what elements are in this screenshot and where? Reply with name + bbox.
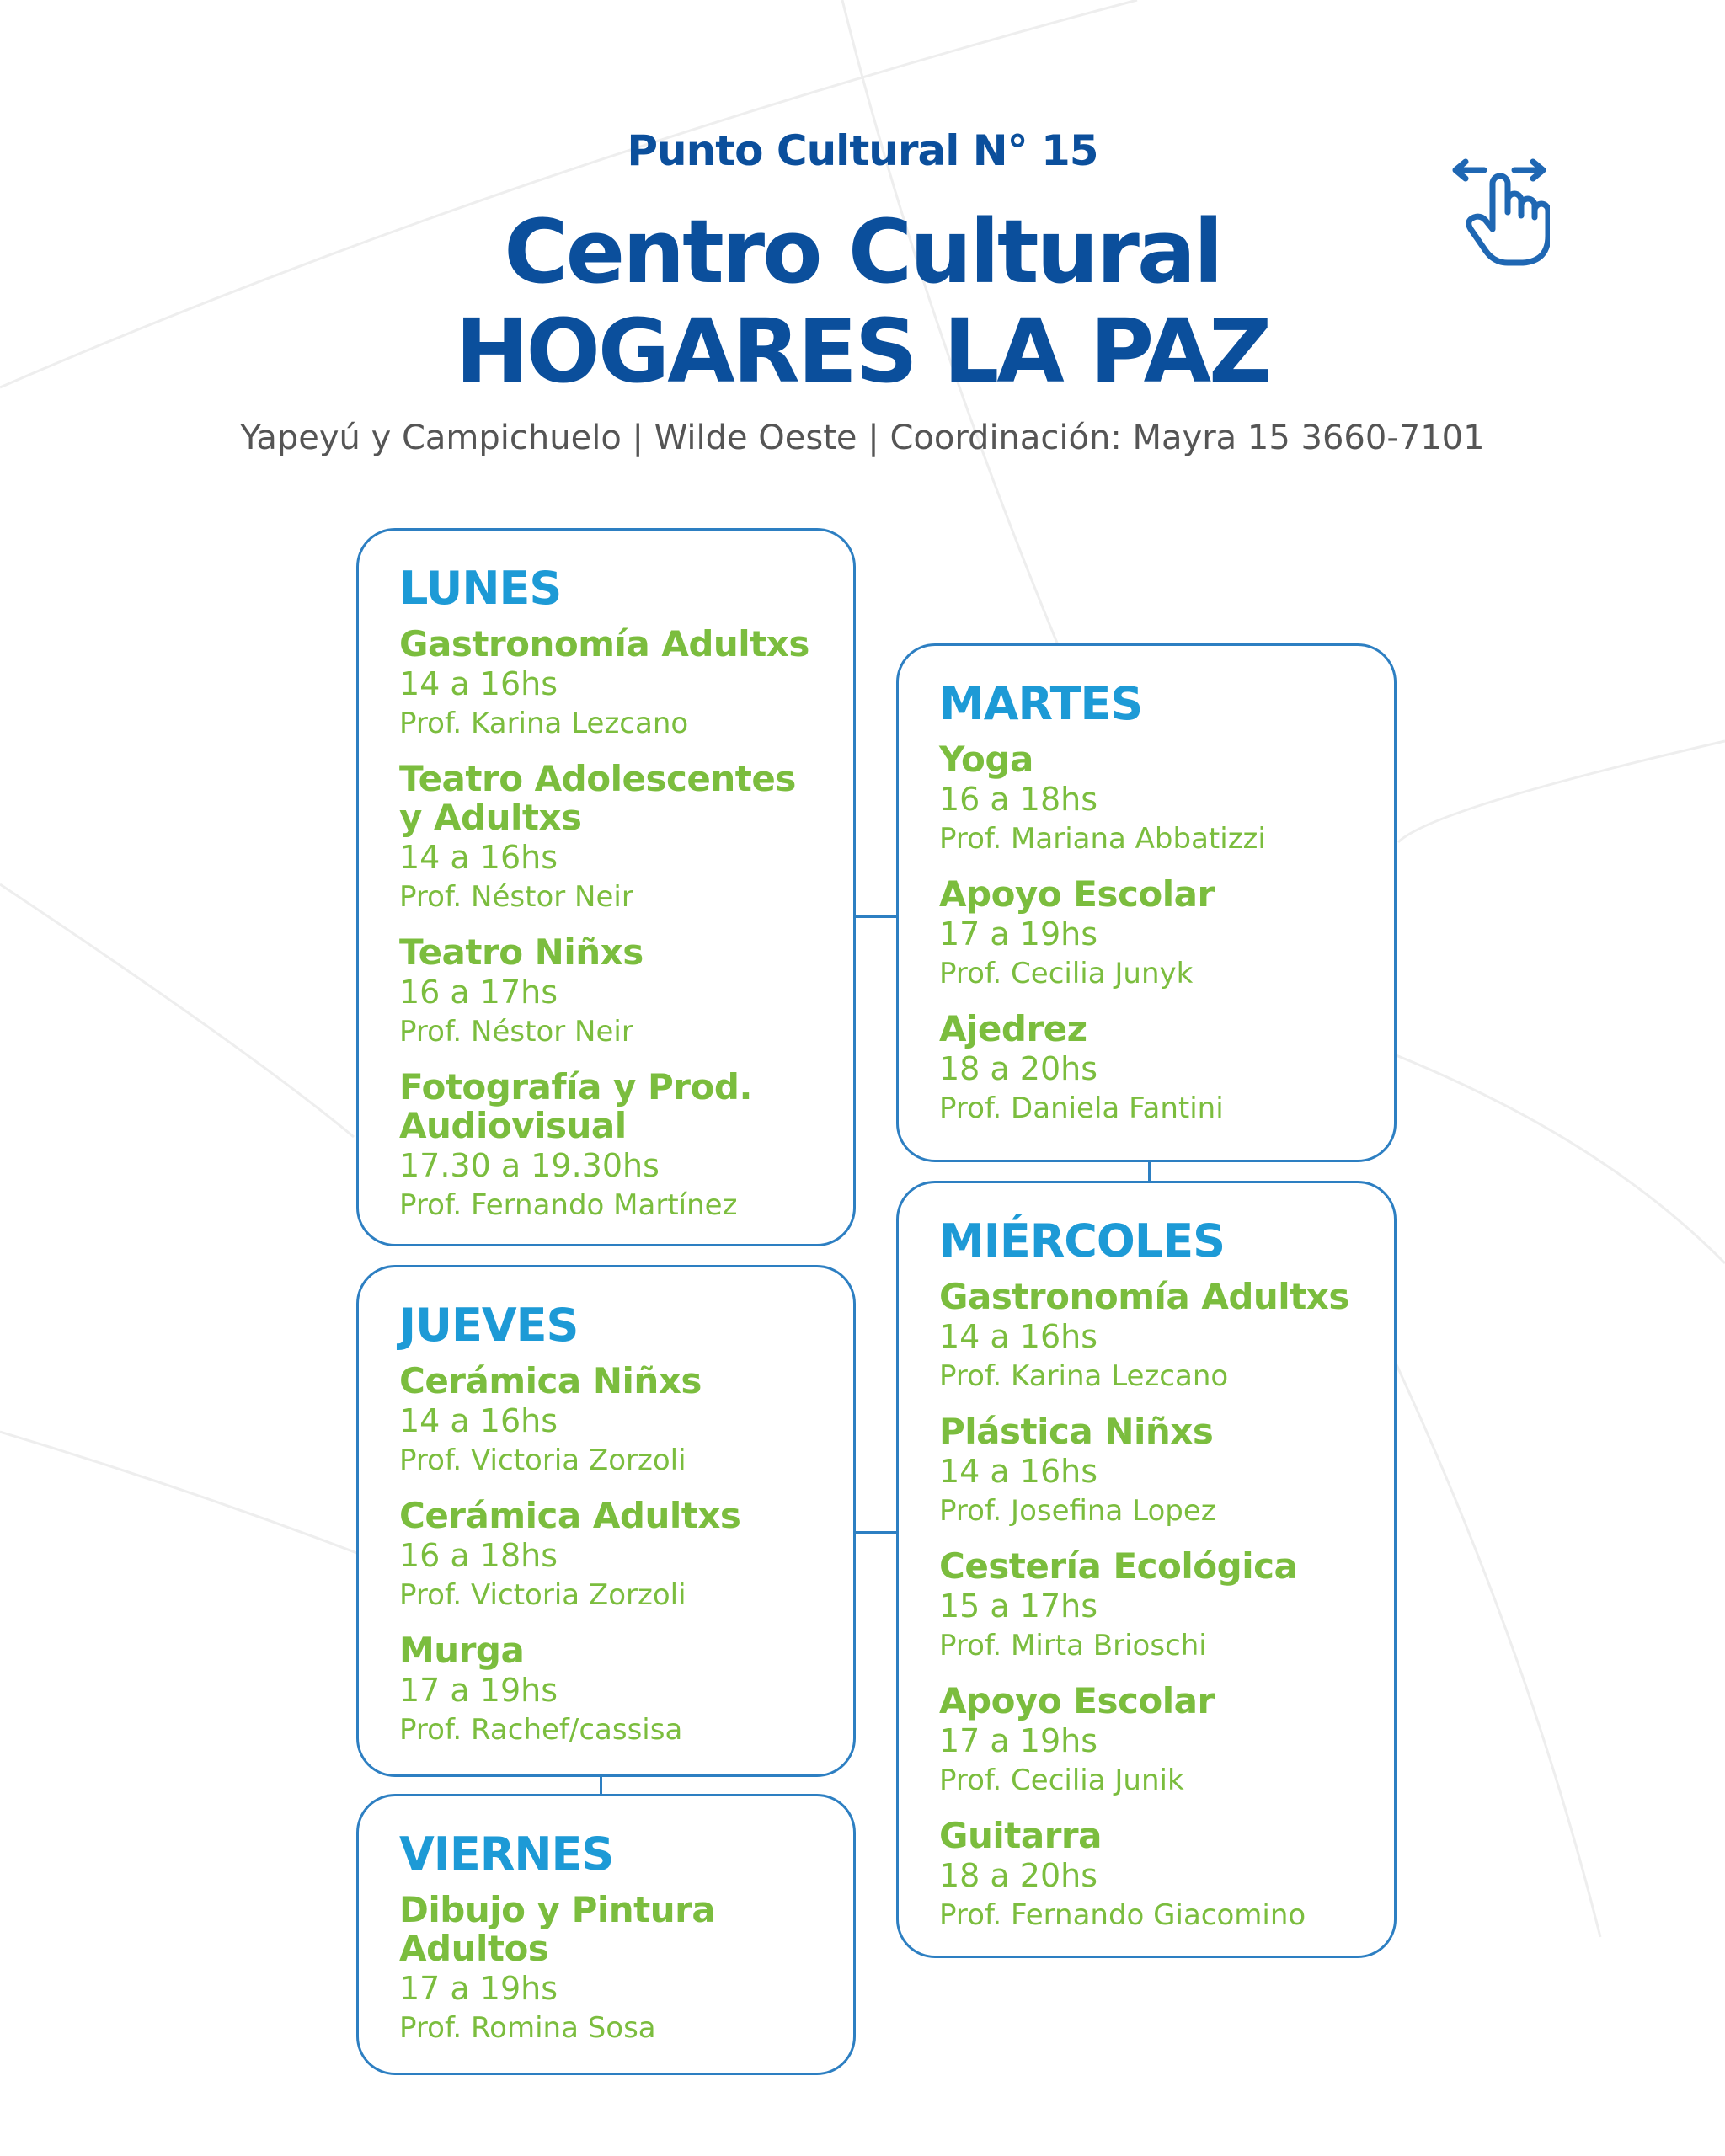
day-card-martes <box>896 643 1397 1162</box>
activity-teacher: Prof. Néstor Neir <box>399 1015 633 1049</box>
activity-teacher: Prof. Cecilia Junyk <box>939 957 1194 990</box>
day-title-miercoles: MIÉRCOLES <box>939 1214 1226 1267</box>
day-card-jueves <box>356 1265 856 1777</box>
activity-time: 14 a 16hs <box>939 1318 1098 1355</box>
activity-name: Ajedrez <box>939 1008 1087 1049</box>
activity-teacher: Prof. Karina Lezcano <box>939 1359 1229 1393</box>
title-line-1: Centro Cultural <box>504 200 1221 303</box>
activity-name: Dibujo y Pintura Adultos <box>399 1889 716 1969</box>
activity-time: 16 a 18hs <box>399 1537 558 1574</box>
activity-name: Guitarra <box>939 1815 1102 1856</box>
activity-time: 14 a 16hs <box>399 665 558 702</box>
day-title-viernes: VIERNES <box>399 1828 614 1881</box>
activity-name: Teatro Adolescentes y Adultxs <box>399 758 796 838</box>
connector-jueves-viernes <box>600 1775 602 1794</box>
activity-item <box>939 1278 1360 1396</box>
activity-teacher: Prof. Karina Lezcano <box>399 707 689 740</box>
activity-name: Apoyo Escolar <box>939 873 1215 915</box>
activity-name: Cestería Ecológica <box>939 1545 1298 1587</box>
day-card-lunes <box>356 528 856 1246</box>
activity-teacher: Prof. Mariana Abbatizzi <box>939 822 1266 856</box>
activity-name: Plástica Niñxs <box>939 1411 1214 1452</box>
activity-teacher: Prof. Fernando Martínez <box>399 1188 738 1222</box>
activity-teacher: Prof. Daniela Fantini <box>939 1091 1224 1125</box>
activity-teacher: Prof. Romina Sosa <box>399 2011 656 2045</box>
activity-teacher: Prof. Rachef/cassisa <box>399 1713 683 1747</box>
activity-item <box>399 1631 820 1749</box>
activity-time: 16 a 18hs <box>939 781 1098 818</box>
activity-time: 15 a 17hs <box>939 1588 1098 1625</box>
kicker: Punto Cultural N° 15 <box>627 126 1098 175</box>
activity-name: Murga <box>399 1630 525 1671</box>
activity-time: 16 a 17hs <box>399 974 558 1011</box>
activity-item <box>939 740 1360 858</box>
activity-name: Cerámica Niñxs <box>399 1360 702 1401</box>
activity-item <box>399 1068 820 1225</box>
day-card-miercoles <box>896 1181 1397 1958</box>
activity-teacher: Prof. Josefina Lopez <box>939 1494 1216 1528</box>
activity-time: 17.30 a 19.30hs <box>399 1147 660 1184</box>
activity-time: 18 a 20hs <box>939 1050 1098 1087</box>
activity-name: Yoga <box>939 739 1033 780</box>
activity-item <box>399 1362 820 1480</box>
activity-item <box>399 625 820 743</box>
day-title-lunes: LUNES <box>399 562 562 615</box>
activity-teacher: Prof. Fernando Giacomino <box>939 1898 1306 1932</box>
day-title-martes: MARTES <box>939 677 1143 730</box>
title-line-2: HOGARES LA PAZ <box>455 300 1270 403</box>
activity-item <box>939 1547 1360 1665</box>
activity-teacher: Prof. Cecilia Junik <box>939 1764 1184 1797</box>
connector-lunes-martes <box>853 915 897 918</box>
activity-name: Apoyo Escolar <box>939 1680 1215 1721</box>
activity-teacher: Prof. Mirta Brioschi <box>939 1629 1207 1662</box>
activity-item <box>939 1682 1360 1800</box>
activity-name: Cerámica Adultxs <box>399 1495 741 1536</box>
activity-item <box>399 1497 820 1614</box>
swipe-hand-icon <box>1449 152 1550 270</box>
activity-item <box>939 875 1360 993</box>
activity-teacher: Prof. Victoria Zorzoli <box>399 1578 686 1612</box>
activity-item <box>939 1010 1360 1128</box>
activity-teacher: Prof. Victoria Zorzoli <box>399 1444 686 1477</box>
activity-name: Teatro Niñxs <box>399 931 644 973</box>
day-title-jueves: JUEVES <box>399 1299 579 1352</box>
activity-time: 14 a 16hs <box>399 1402 558 1439</box>
connector-jueves-miercoles <box>853 1531 897 1534</box>
activity-item <box>939 1412 1360 1530</box>
day-card-viernes <box>356 1794 856 2075</box>
address-subtitle: Yapeyú y Campichuelo | Wilde Oeste | Coordinación: Mayra 15 3660-7101 <box>240 419 1485 457</box>
activity-item <box>399 933 820 1051</box>
activity-time: 18 a 20hs <box>939 1857 1098 1894</box>
activity-time: 17 a 19hs <box>939 1722 1098 1759</box>
activity-item <box>399 760 820 916</box>
activity-time: 14 a 16hs <box>399 839 558 876</box>
activity-time: 17 a 19hs <box>939 915 1098 953</box>
activity-item <box>939 1817 1360 1935</box>
activity-time: 14 a 16hs <box>939 1453 1098 1490</box>
activity-name: Gastronomía Adultxs <box>399 623 809 664</box>
activity-teacher: Prof. Néstor Neir <box>399 880 633 914</box>
activity-name: Gastronomía Adultxs <box>939 1276 1349 1317</box>
activity-time: 17 a 19hs <box>399 1672 558 1709</box>
activity-time: 17 a 19hs <box>399 1970 558 2007</box>
activity-item <box>399 1891 820 2047</box>
activity-name: Fotografía y Prod. Audiovisual <box>399 1066 752 1146</box>
